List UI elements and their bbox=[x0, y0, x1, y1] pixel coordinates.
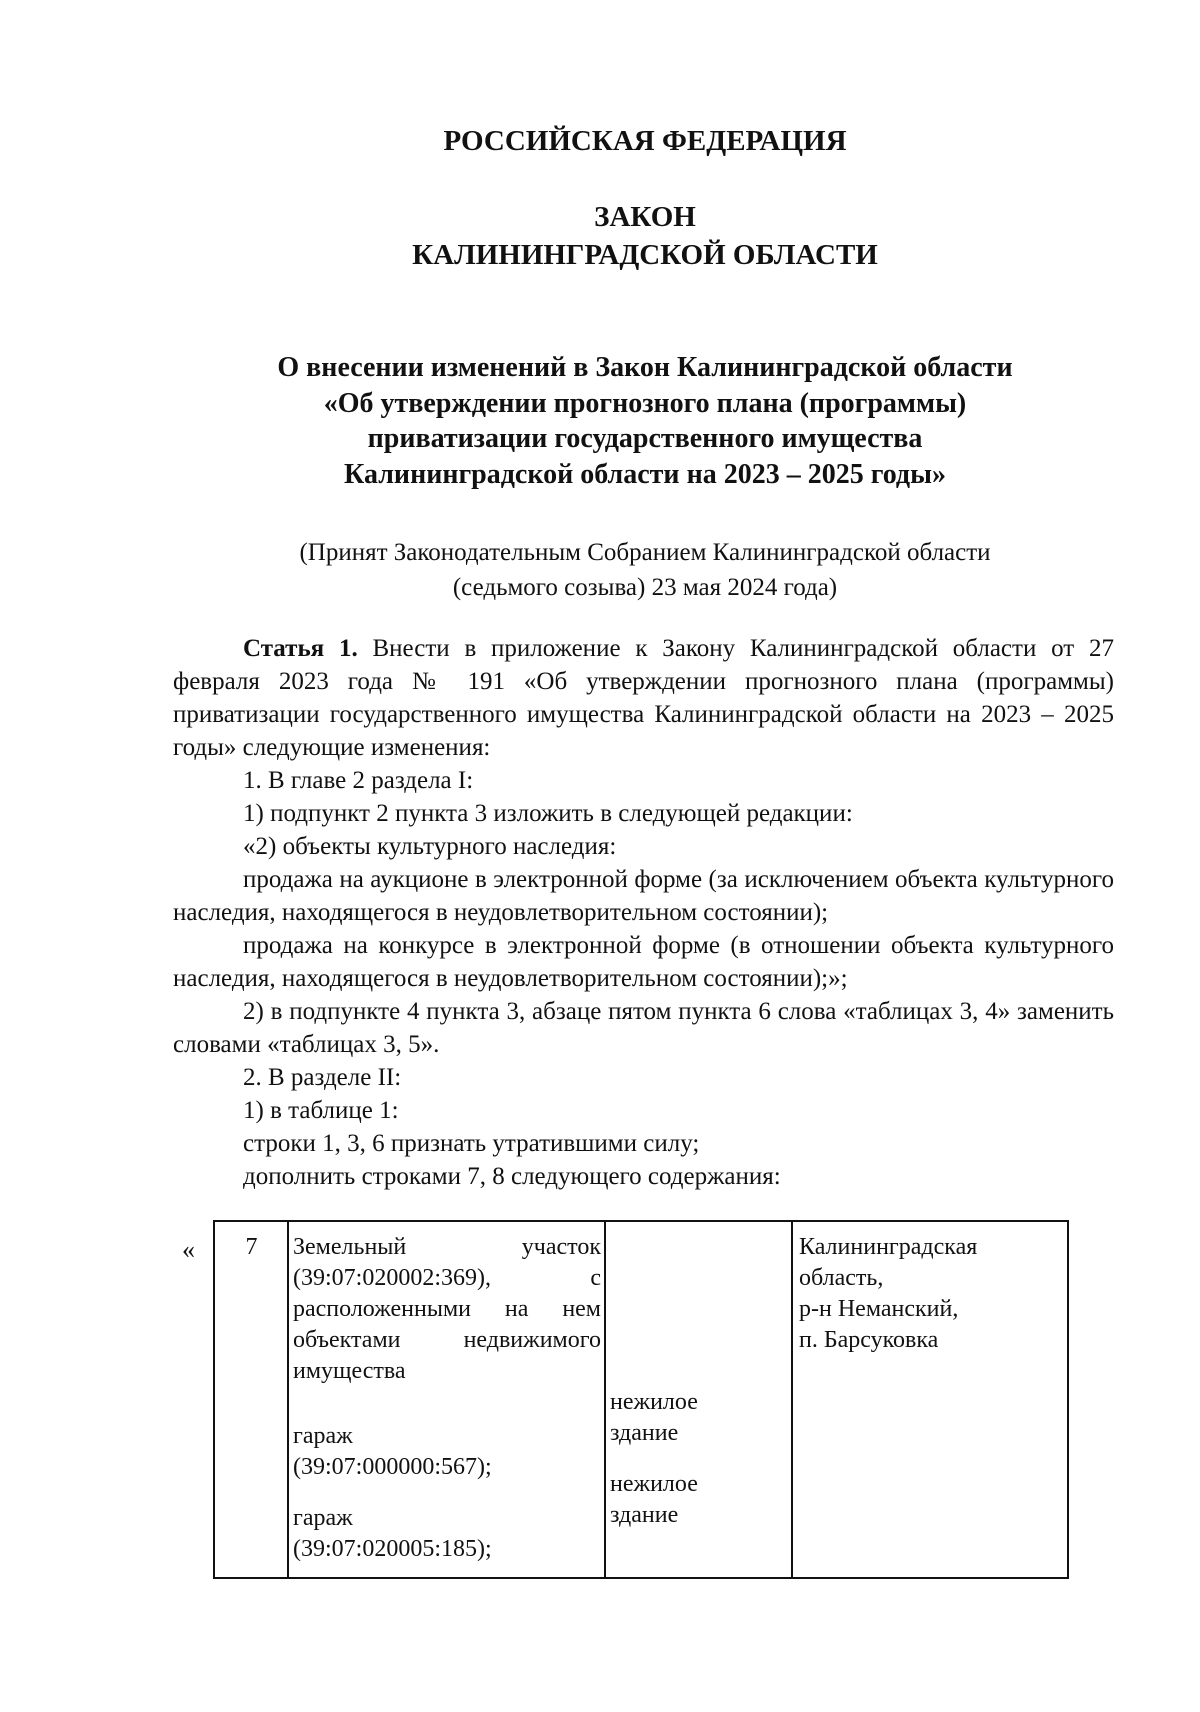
adoption-line: (седьмого созыва) 23 мая 2024 года) bbox=[452, 573, 838, 601]
land-plot-line: (39:07:020002:369), с bbox=[293, 1265, 601, 1291]
item-type: здание bbox=[610, 1502, 679, 1528]
title-line: О внесении изменений в Закон Калининградской области bbox=[277, 352, 1013, 383]
document-body bbox=[173, 632, 1114, 1193]
object-cell bbox=[288, 1221, 605, 1578]
item-type: нежилое bbox=[610, 1389, 698, 1415]
item-name: гараж bbox=[293, 1505, 353, 1531]
article-text: Внести в приложение к Закону Калининградской области от 27 февраля 2023 года № 191 «Об утверждении прогнозного плана (программы) приватизации государственного имущества Калининградской области на 2023 – 2025 годы» следующие изменения: bbox=[173, 635, 1114, 761]
paragraph: 1) подпункт 2 пункта 3 изложить в следующей редакции: bbox=[243, 800, 853, 827]
paragraph: 1) в таблице 1: bbox=[243, 1097, 399, 1124]
land-plot-line: расположенными на нем bbox=[293, 1296, 601, 1322]
paragraph: строки 1, 3, 6 признать утратившими силу; bbox=[243, 1130, 700, 1157]
paragraph: 2) в подпункте 4 пункта 3, абзаце пятом пункта 6 слова «таблицах 3, 4» заменить словами «таблицах 3, 5». bbox=[173, 998, 1114, 1058]
location-line: Калининградская bbox=[799, 1234, 978, 1260]
land-plot-line: Земельный участок bbox=[293, 1234, 601, 1260]
title-line: Калининградской области на 2023 – 2025 годы» bbox=[344, 458, 946, 490]
paragraph: дополнить строками 7, 8 следующего содержания: bbox=[243, 1163, 781, 1190]
law-heading bbox=[175, 198, 1115, 274]
location-cell bbox=[792, 1221, 1068, 1578]
paragraph: 1. В главе 2 раздела I: bbox=[243, 767, 474, 794]
paragraph: «2) объекты культурного наследия: bbox=[243, 833, 617, 860]
article-label: Статья 1. bbox=[243, 635, 358, 662]
item-type: здание bbox=[610, 1420, 679, 1446]
location-line: область, bbox=[799, 1265, 884, 1291]
adoption-note bbox=[175, 536, 1115, 605]
item-name: гараж bbox=[293, 1423, 353, 1449]
object-type-cell bbox=[605, 1221, 792, 1578]
paragraph: продажа на конкурсе в электронной форме (в отношении объекта культурного наследия, находящегося в неудовлетворительном состоянии);»; bbox=[173, 932, 1114, 992]
item-cadastral: (39:07:020005:185); bbox=[293, 1536, 492, 1562]
table-row bbox=[214, 1221, 1068, 1578]
region-name: КАЛИНИНГРАДСКОЙ ОБЛАСТИ bbox=[412, 239, 878, 271]
country-heading: РОССИЙСКАЯ ФЕДЕРАЦИЯ bbox=[443, 125, 847, 157]
location-line: р-н Неманский, bbox=[799, 1296, 959, 1322]
land-plot-line: объектами недвижимого bbox=[293, 1327, 601, 1353]
amendment-table bbox=[213, 1220, 1069, 1579]
item-cadastral: (39:07:000000:567); bbox=[293, 1454, 492, 1480]
paragraph: 2. В разделе II: bbox=[243, 1064, 402, 1091]
item-type: нежилое bbox=[610, 1471, 698, 1497]
law-title bbox=[175, 350, 1115, 492]
article-1-intro bbox=[173, 632, 1114, 764]
land-plot-line: имущества bbox=[293, 1358, 406, 1384]
title-line: приватизации государственного имущества bbox=[367, 423, 923, 454]
paragraph: продажа на аукционе в электронной форме (за исключением объекта культурного наследия, находящегося в неудовлетворительном состоянии); bbox=[173, 866, 1114, 926]
title-line: «Об утверждении прогнозного плана (программы) bbox=[323, 387, 967, 419]
doc-type: ЗАКОН bbox=[594, 201, 696, 233]
adoption-line: (Принят Законодательным Собранием Калининградской области bbox=[299, 539, 991, 566]
location-line: п. Барсуковка bbox=[799, 1327, 939, 1353]
open-quote: « bbox=[182, 1235, 195, 1264]
row-number-cell: 7 bbox=[214, 1221, 288, 1578]
